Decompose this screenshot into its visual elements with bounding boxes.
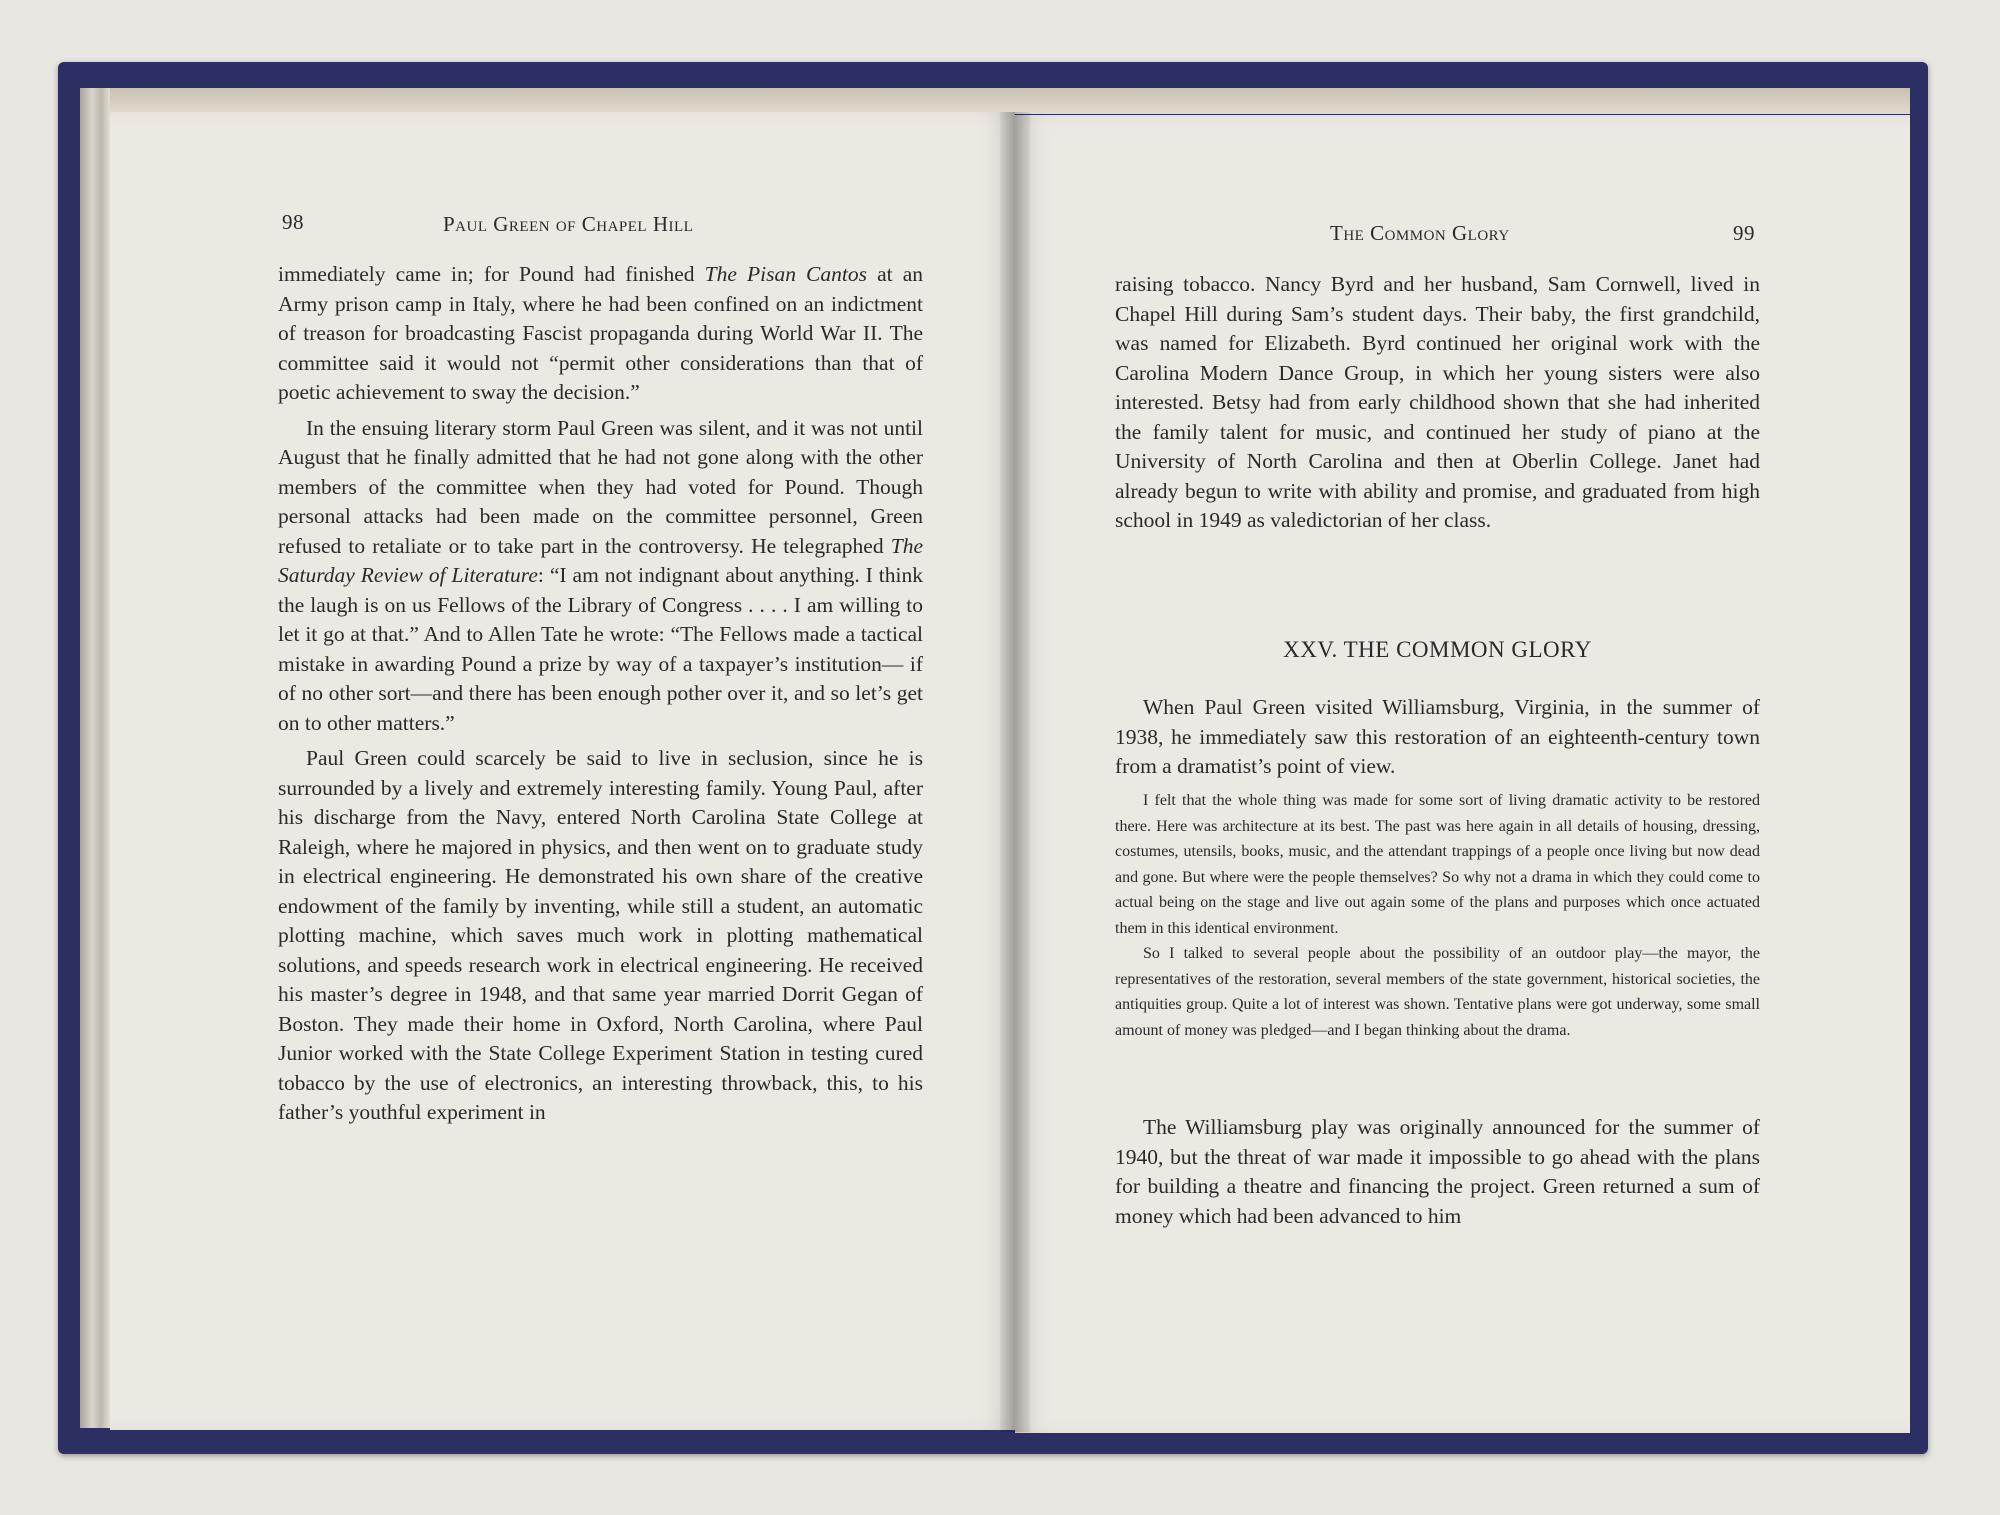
- paragraph: immediately came in; for Pound had finished The Pisan Cantos at an Army prison camp in Italy, where he had been confined on an indictment of treason for broadcasting Fascist propaganda during World War II. The committee said it would not “permit other considerations than that of poetic achievement to sway the decision.”: [278, 262, 924, 404]
- block-quote: [1115, 788, 1760, 1043]
- paragraph: When Paul Green visited Williamsburg, Virginia, in the summer of 1938, he immediately saw this restoration of an eighteenth-century town from a dramatist’s point of view.: [1115, 695, 1760, 778]
- italic-title: The Pisan Cantos: [704, 262, 867, 286]
- quote-paragraph: So I talked to several people about the possibility of an outdoor play—the mayor, the representatives of the restoration, several members of the state government, historical societies, the antiquities group. Quite a lot of interest was shown. Tentative plans were got underway, some small amount of money was pledged—and I began thinking about the drama.: [1115, 945, 1760, 1039]
- page-block-side-edge: [80, 88, 110, 1428]
- right-page-number: 99: [1733, 221, 1755, 245]
- left-page: [110, 112, 1015, 1430]
- page-block-top-edge: [80, 88, 1910, 114]
- chapter-intro: [1115, 693, 1760, 782]
- italic-title: The Saturday Review of Literature: [278, 533, 923, 587]
- left-page-number: 98: [282, 210, 304, 234]
- right-running-head: The Common Glory: [1330, 221, 1510, 245]
- right-page-body-top: [1115, 270, 1760, 536]
- chapter-title: XXV. THE COMMON GLORY: [1283, 637, 1592, 662]
- right-page: [1015, 115, 1910, 1433]
- right-page-body-bottom: [1115, 1113, 1760, 1231]
- quote-paragraph: I felt that the whole thing was made for some sort of living dramatic activity to be restored there. Here was architecture at its best. The past was here again in all details of housing, dressing, costumes, utensils, books, music, and the attendant trappings of a people once living but now dead and gone. But where were the people themselves? So why not a drama in which they could come to actual being on the stage and live out again some of the plans and purposes which once actuated them in this identical environment.: [1115, 792, 1760, 937]
- paragraph: raising tobacco. Nancy Byrd and her husband, Sam Cornwell, lived in Chapel Hill during Sam’s student days. Their baby, the first grandchild, was named for Elizabeth. Byrd continued her original work with the Carolina Modern Dance Group, in which her young sisters were also interested. Betsy had from early childhood shown that she had inherited the family talent for music, and continued her study of piano at the University of North Carolina and then at Oberlin College. Janet had already begun to write with ability and promise, and graduated from high school in 1949 as valedictorian of her class.: [1115, 272, 1760, 532]
- left-running-head: Paul Green of Chapel Hill: [443, 212, 694, 236]
- left-page-body: [278, 260, 923, 1128]
- paragraph: In the ensuing literary storm Paul Green was silent, and it was not until August that he finally admitted that he had not gone along with the other members of the committee when they had voted for Pound. Though personal attacks had been made on the committee personnel, Green refused to retaliate or to take part in the controversy. He telegraphed The Saturday Review of Literature: “I am not indignant about anything. I think the laugh is on us Fellows of the Library of Congress . . . . I am willing to let it go at that.” And to Allen Tate he wrote: “The Fellows made a tactical mistake in awarding Pound a prize by way of a taxpayer’s institution— if of no other sort—and there has been enough pother over it, and so let’s get on to other matters.”: [278, 415, 923, 735]
- paragraph: The Williamsburg play was originally announced for the summer of 1940, but the threat of war made it impossible to go ahead with the plans for building a theatre and financing the project. Green returned a sum of money which had been advanced to him: [1115, 1115, 1760, 1228]
- paragraph: Paul Green could scarcely be said to live in seclusion, since he is surrounded by a lively and extremely interesting family. Young Paul, after his discharge from the Navy, entered North Carolina State College at Raleigh, where he majored in physics, and then went on to graduate study in electrical engineering. He demonstrated his own share of the creative endowment of the family by inventing, while still a student, an automatic plotting machine, which saves much work in plotting mathematical solutions, and speeds research work in electrical engineering. He received his master’s degree in 1948, and that same year married Dorrit Gegan of Boston. They made their home in Oxford, North Carolina, where Paul Junior worked with the State College Experiment Station in testing cured tobacco by the use of electronics, an interesting throwback, this, to his father’s youthful experiment in: [278, 746, 923, 1124]
- book-gutter: [1000, 112, 1030, 1432]
